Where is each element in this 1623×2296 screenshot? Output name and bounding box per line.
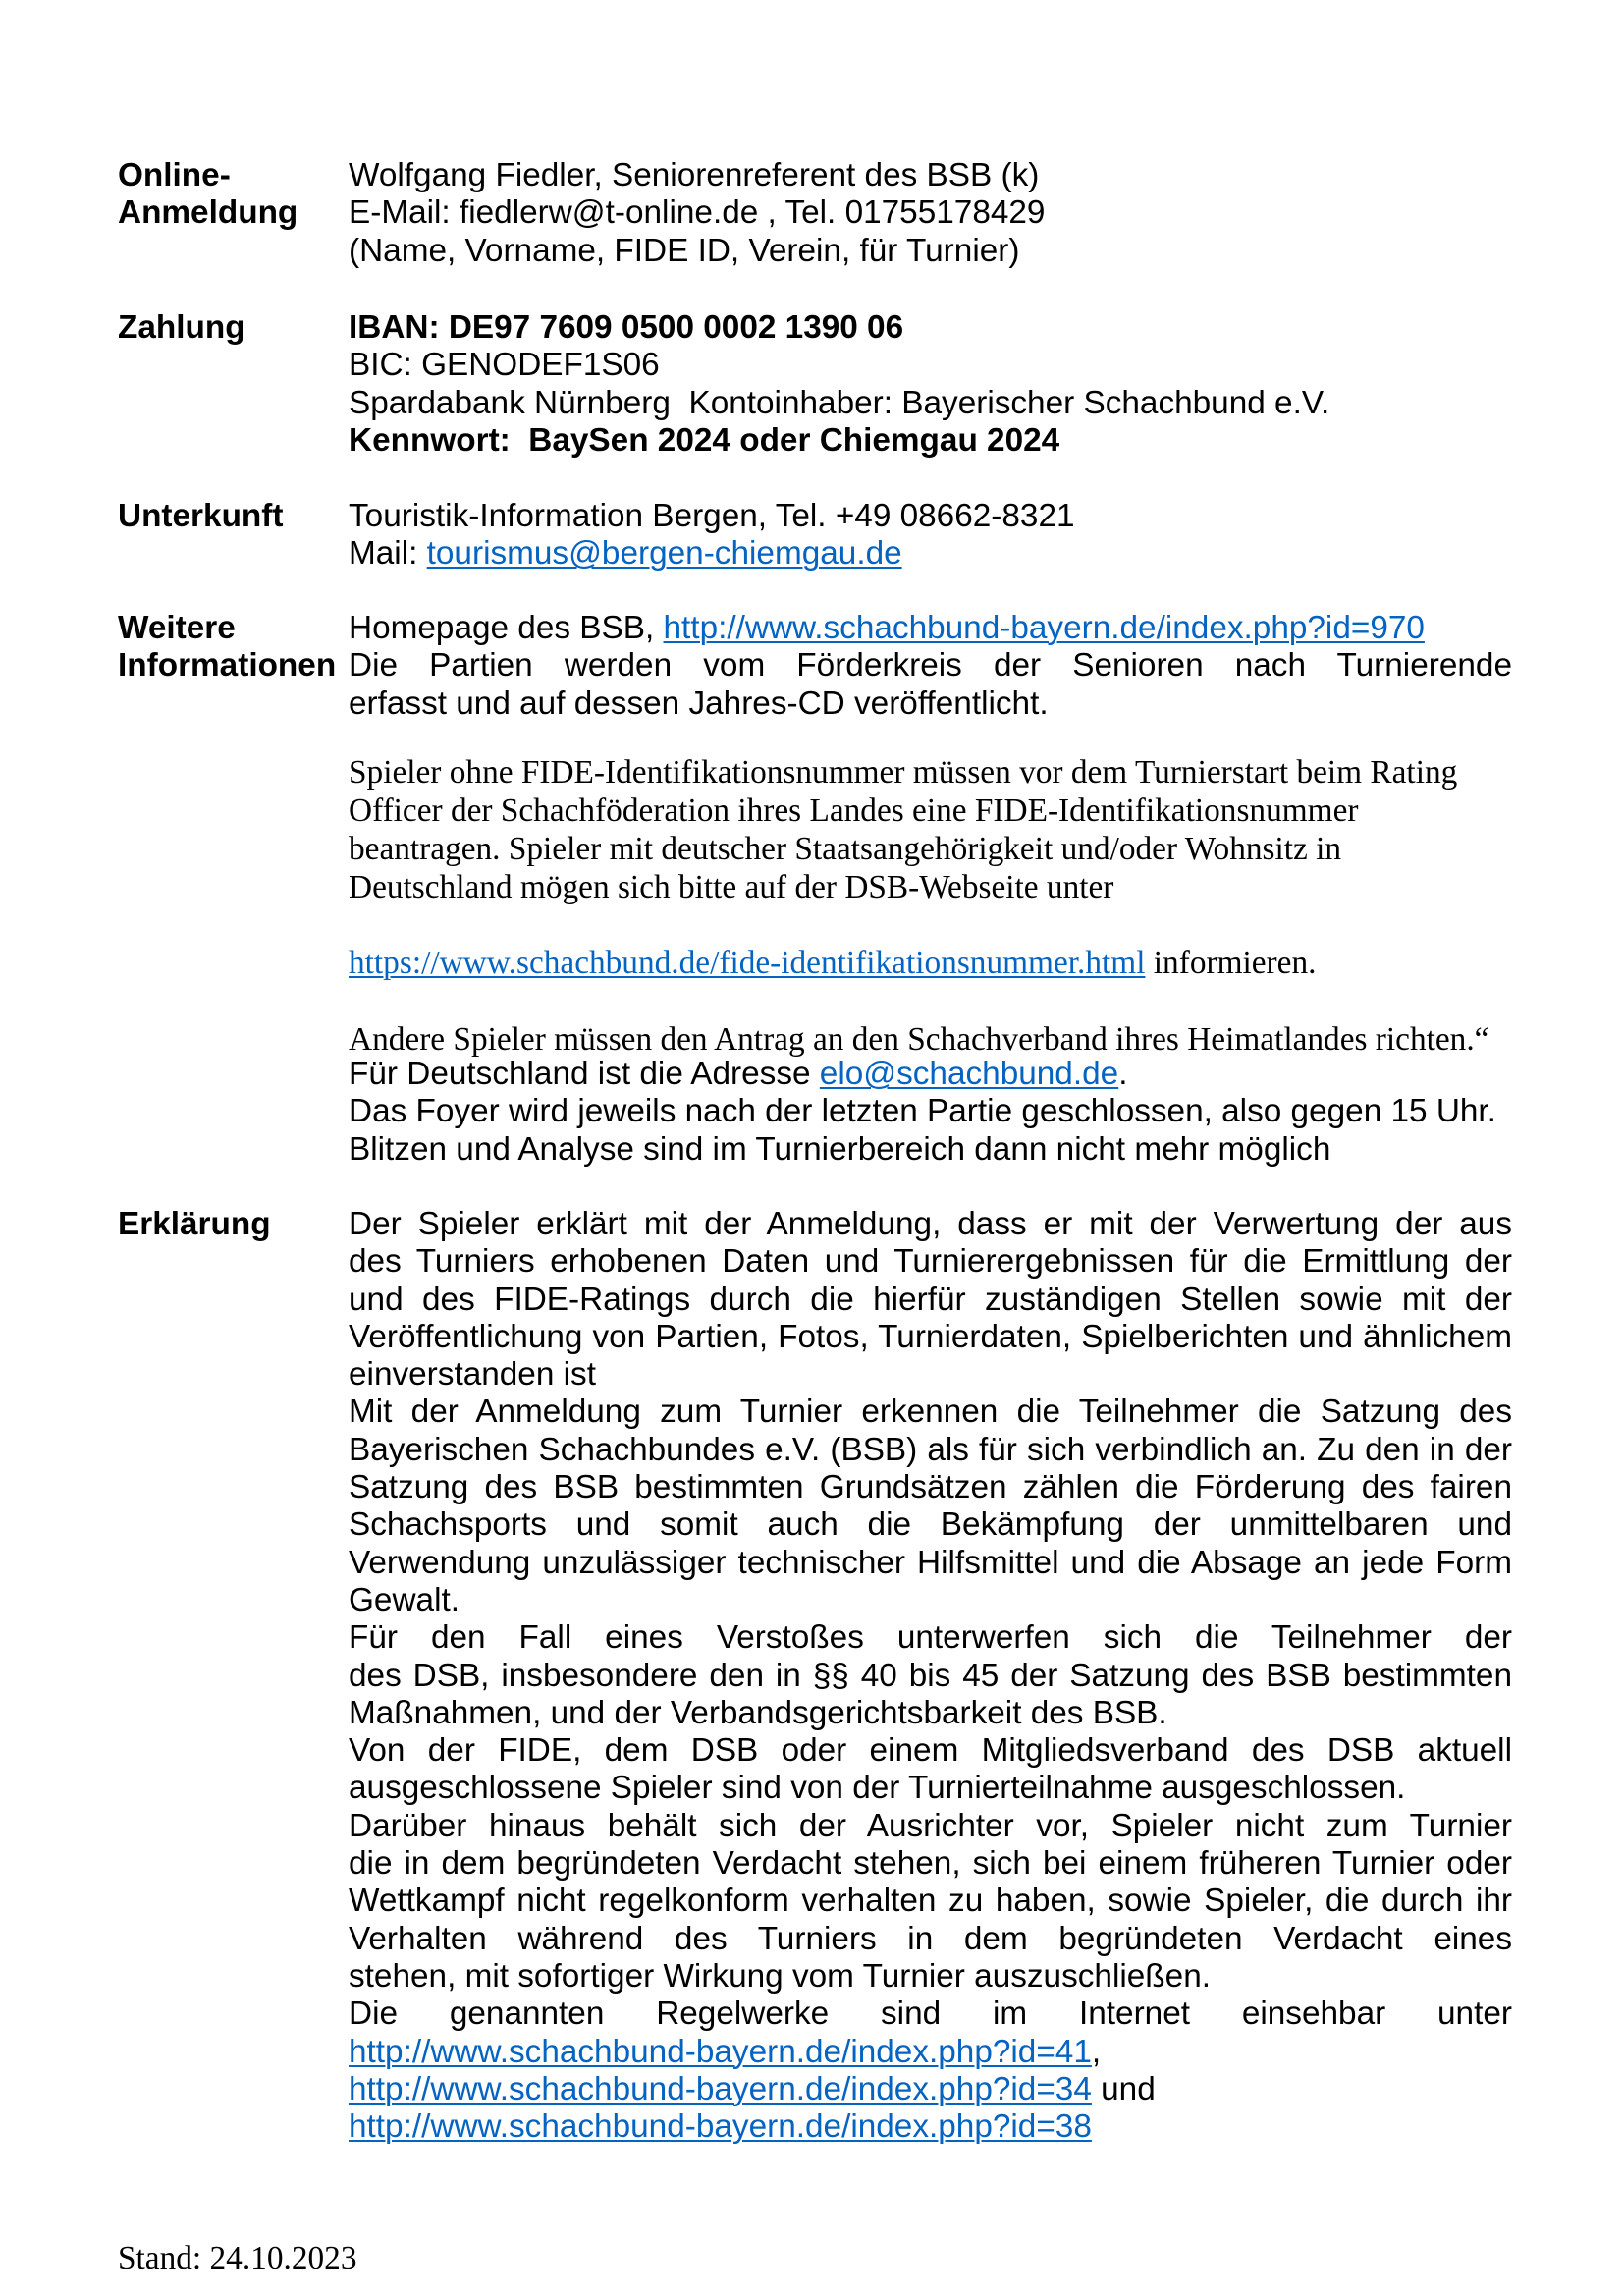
homepage-link[interactable]: http://www.schachbund-bayern.de/index.php?id=970 [663, 610, 1425, 646]
footer-date: Stand: 24.10.2023 [118, 2240, 357, 2276]
label-payment [118, 309, 245, 347]
blitz-line: Blitzen und Analyse sind im Turnierbereich dann nicht mehr möglich [349, 1130, 1331, 1168]
link-suffix: und [1091, 2070, 1156, 2107]
further-info-tail [349, 1056, 1512, 1169]
declaration-line: des DSB, insbesondere den in §§ 40 bis 45 der Satzung des BSB bestimmten [349, 1657, 1512, 1694]
declaration-line: einverstanden ist [349, 1356, 596, 1394]
fide-id-line: beantragen. Spieler mit deutscher Staatsangehörigkeit und/oder Wohnsitz in [349, 831, 1342, 867]
fide-id-link-paragraph [349, 944, 1512, 982]
registration-content [349, 157, 1512, 270]
germany-address-line [349, 1056, 1512, 1093]
label-further-info [118, 610, 336, 685]
other-players-paragraph [349, 1020, 1512, 1059]
homepage-line [349, 610, 1512, 647]
link-suffix: , [1091, 2033, 1102, 2070]
declaration-line: Schachsports und somit auch die Bekämpfung der unmittelbaren und [349, 1506, 1512, 1544]
declaration-line: Der Spieler erklärt mit der Anmeldung, dass er mit der Verwertung der aus [349, 1206, 1512, 1242]
accommodation-mail-line [349, 535, 1512, 573]
declaration-line: stehen, mit sofortiger Wirkung vom Turnier auszuschließen. [349, 1957, 1211, 1995]
fide-id-line: Deutschland mögen sich bitte auf der DSB-Webseite unter [349, 869, 1114, 905]
fide-id-line: Spieler ohne FIDE-Identifikationsnummer müssen vor dem Turnierstart beim Rating [349, 754, 1458, 791]
declaration-line: ausgeschlossene Spieler sind von der Turnierteilnahme ausgeschlossen. [349, 1770, 1406, 1807]
accommodation-info: Touristik-Information Bergen, Tel. +49 08662-8321 [349, 498, 1075, 534]
declaration-line: Verhalten während des Turniers in dem begründeten Verdacht eines [349, 1920, 1512, 1957]
registration-email-phone: E-Mail: fiedlerw@t-online.de , Tel. 01755178429 [349, 194, 1046, 232]
declaration-line: Darüber hinaus behält sich der Ausrichter vor, Spieler nicht zum Turnier [349, 1807, 1512, 1844]
regulation-link-34[interactable]: http://www.schachbund-bayern.de/index.php?id=34 [349, 2070, 1092, 2107]
further-info-content [349, 610, 1512, 723]
fide-id-link[interactable]: https://www.schachbund.de/fide-identifikationsnummer.html [349, 945, 1146, 981]
germany-suffix: . [1118, 1056, 1128, 1092]
declaration-line: Bayerischen Schachbundes e.V. (BSB) als für sich verbindlich an. Zu den in der [349, 1431, 1512, 1468]
homepage-prefix: Homepage des BSB, [349, 610, 664, 646]
declaration-line: Die genannten Regelwerke sind im Internet einsehbar unter [349, 1995, 1512, 2033]
germany-email-link[interactable]: elo@schachbund.de [819, 1056, 1119, 1092]
label-declaration [118, 1206, 271, 1243]
registration-required-info: (Name, Vorname, FIDE ID, Verein, für Turnier) [349, 232, 1020, 269]
fide-id-paragraph [349, 753, 1512, 906]
payment-reference: Kennwort: BaySen 2024 oder Chiemgau 2024 [349, 421, 1060, 459]
payment-content [349, 309, 1512, 460]
payment-bic: BIC: GENODEF1S06 [349, 347, 660, 384]
foyer-line: Das Foyer wird jeweils nach der letzten Partie geschlossen, also gegen 15 Uhr. [349, 1093, 1496, 1130]
mail-prefix: Mail: [349, 535, 427, 573]
label-line: Zahlung [118, 309, 245, 346]
declaration-line: des Turniers erhobenen Daten und Turnierergebnissen für die Ermittlung der [349, 1243, 1512, 1281]
regulation-link-line [349, 2108, 1512, 2146]
fide-id-link-suffix: informieren. [1145, 945, 1317, 981]
declaration-line: Maßnahmen, und der Verbandsgerichtsbarkeit des BSB. [349, 1694, 1167, 1731]
declaration-line: Verwendung unzulässiger technischer Hilfsmittel und die Absage an jede Form [349, 1544, 1512, 1581]
regulation-link-41[interactable]: http://www.schachbund-bayern.de/index.php?id=41 [349, 2033, 1092, 2070]
germany-prefix: Für Deutschland ist die Adresse [349, 1056, 820, 1092]
other-players-line: Andere Spieler müssen den Antrag an den Schachverband ihres Heimatlandes richten.“ [349, 1021, 1489, 1058]
declaration-line: Gewalt. [349, 1581, 460, 1618]
regulation-link-line [349, 2034, 1512, 2071]
registration-contact: Wolfgang Fiedler, Seniorenreferent des BSB (k) [349, 157, 1040, 193]
declaration-line: und des FIDE-Ratings durch die hierfür zuständigen Stellen sowie mit der [349, 1281, 1512, 1318]
games-line: erfasst und auf dessen Jahres-CD veröffentlicht. [349, 684, 1049, 722]
label-line: Informationen [118, 647, 337, 684]
accommodation-mail-link[interactable]: tourismus@bergen-chiemgau.de [426, 535, 902, 573]
payment-iban: IBAN: DE97 7609 0500 0002 1390 06 [349, 309, 904, 346]
label-line: Online- [118, 157, 231, 193]
fide-id-line: Officer der Schachföderation ihres Landes eine FIDE-Identifikationsnummer [349, 793, 1359, 829]
label-line: Anmeldung [118, 194, 298, 232]
declaration-content [349, 1206, 1512, 2146]
declaration-line: die in dem begründeten Verdacht stehen, sich bei einem früheren Turnier oder [349, 1845, 1512, 1883]
label-online-registration [118, 157, 298, 233]
declaration-line: Mit der Anmeldung zum Turnier erkennen die Teilnehmer die Satzung des [349, 1394, 1512, 1431]
label-line: Erklärung [118, 1206, 271, 1242]
games-line: Die Partien werden vom Förderkreis der Senioren nach Turnierende [349, 647, 1512, 684]
declaration-line: Von der FIDE, dem DSB oder einem Mitgliedsverband des DSB aktuell [349, 1732, 1512, 1770]
label-line: Unterkunft [118, 498, 284, 534]
declaration-line: Wettkampf nicht regelkonform verhalten zu haben, sowie Spieler, die durch ihr [349, 1883, 1512, 1920]
declaration-line: Satzung des BSB bestimmten Grundsätzen zählen die Förderung des fairen [349, 1469, 1512, 1506]
label-line: Weitere [118, 610, 236, 646]
declaration-line: Veröffentlichung von Partien, Fotos, Turnierdaten, Spielberichten und ähnlichem [349, 1318, 1512, 1355]
label-accommodation [118, 498, 283, 535]
fide-id-link-line [349, 944, 1512, 982]
accommodation-content [349, 498, 1512, 574]
regulation-link-38[interactable]: http://www.schachbund-bayern.de/index.php?id=38 [349, 2108, 1092, 2146]
regulation-link-line [349, 2071, 1512, 2108]
payment-bank: Spardabank Nürnberg Kontoinhaber: Bayerischer Schachbund e.V. [349, 384, 1330, 421]
declaration-line: Für den Fall eines Verstoßes unterwerfen sich die Teilnehmer der [349, 1619, 1512, 1657]
